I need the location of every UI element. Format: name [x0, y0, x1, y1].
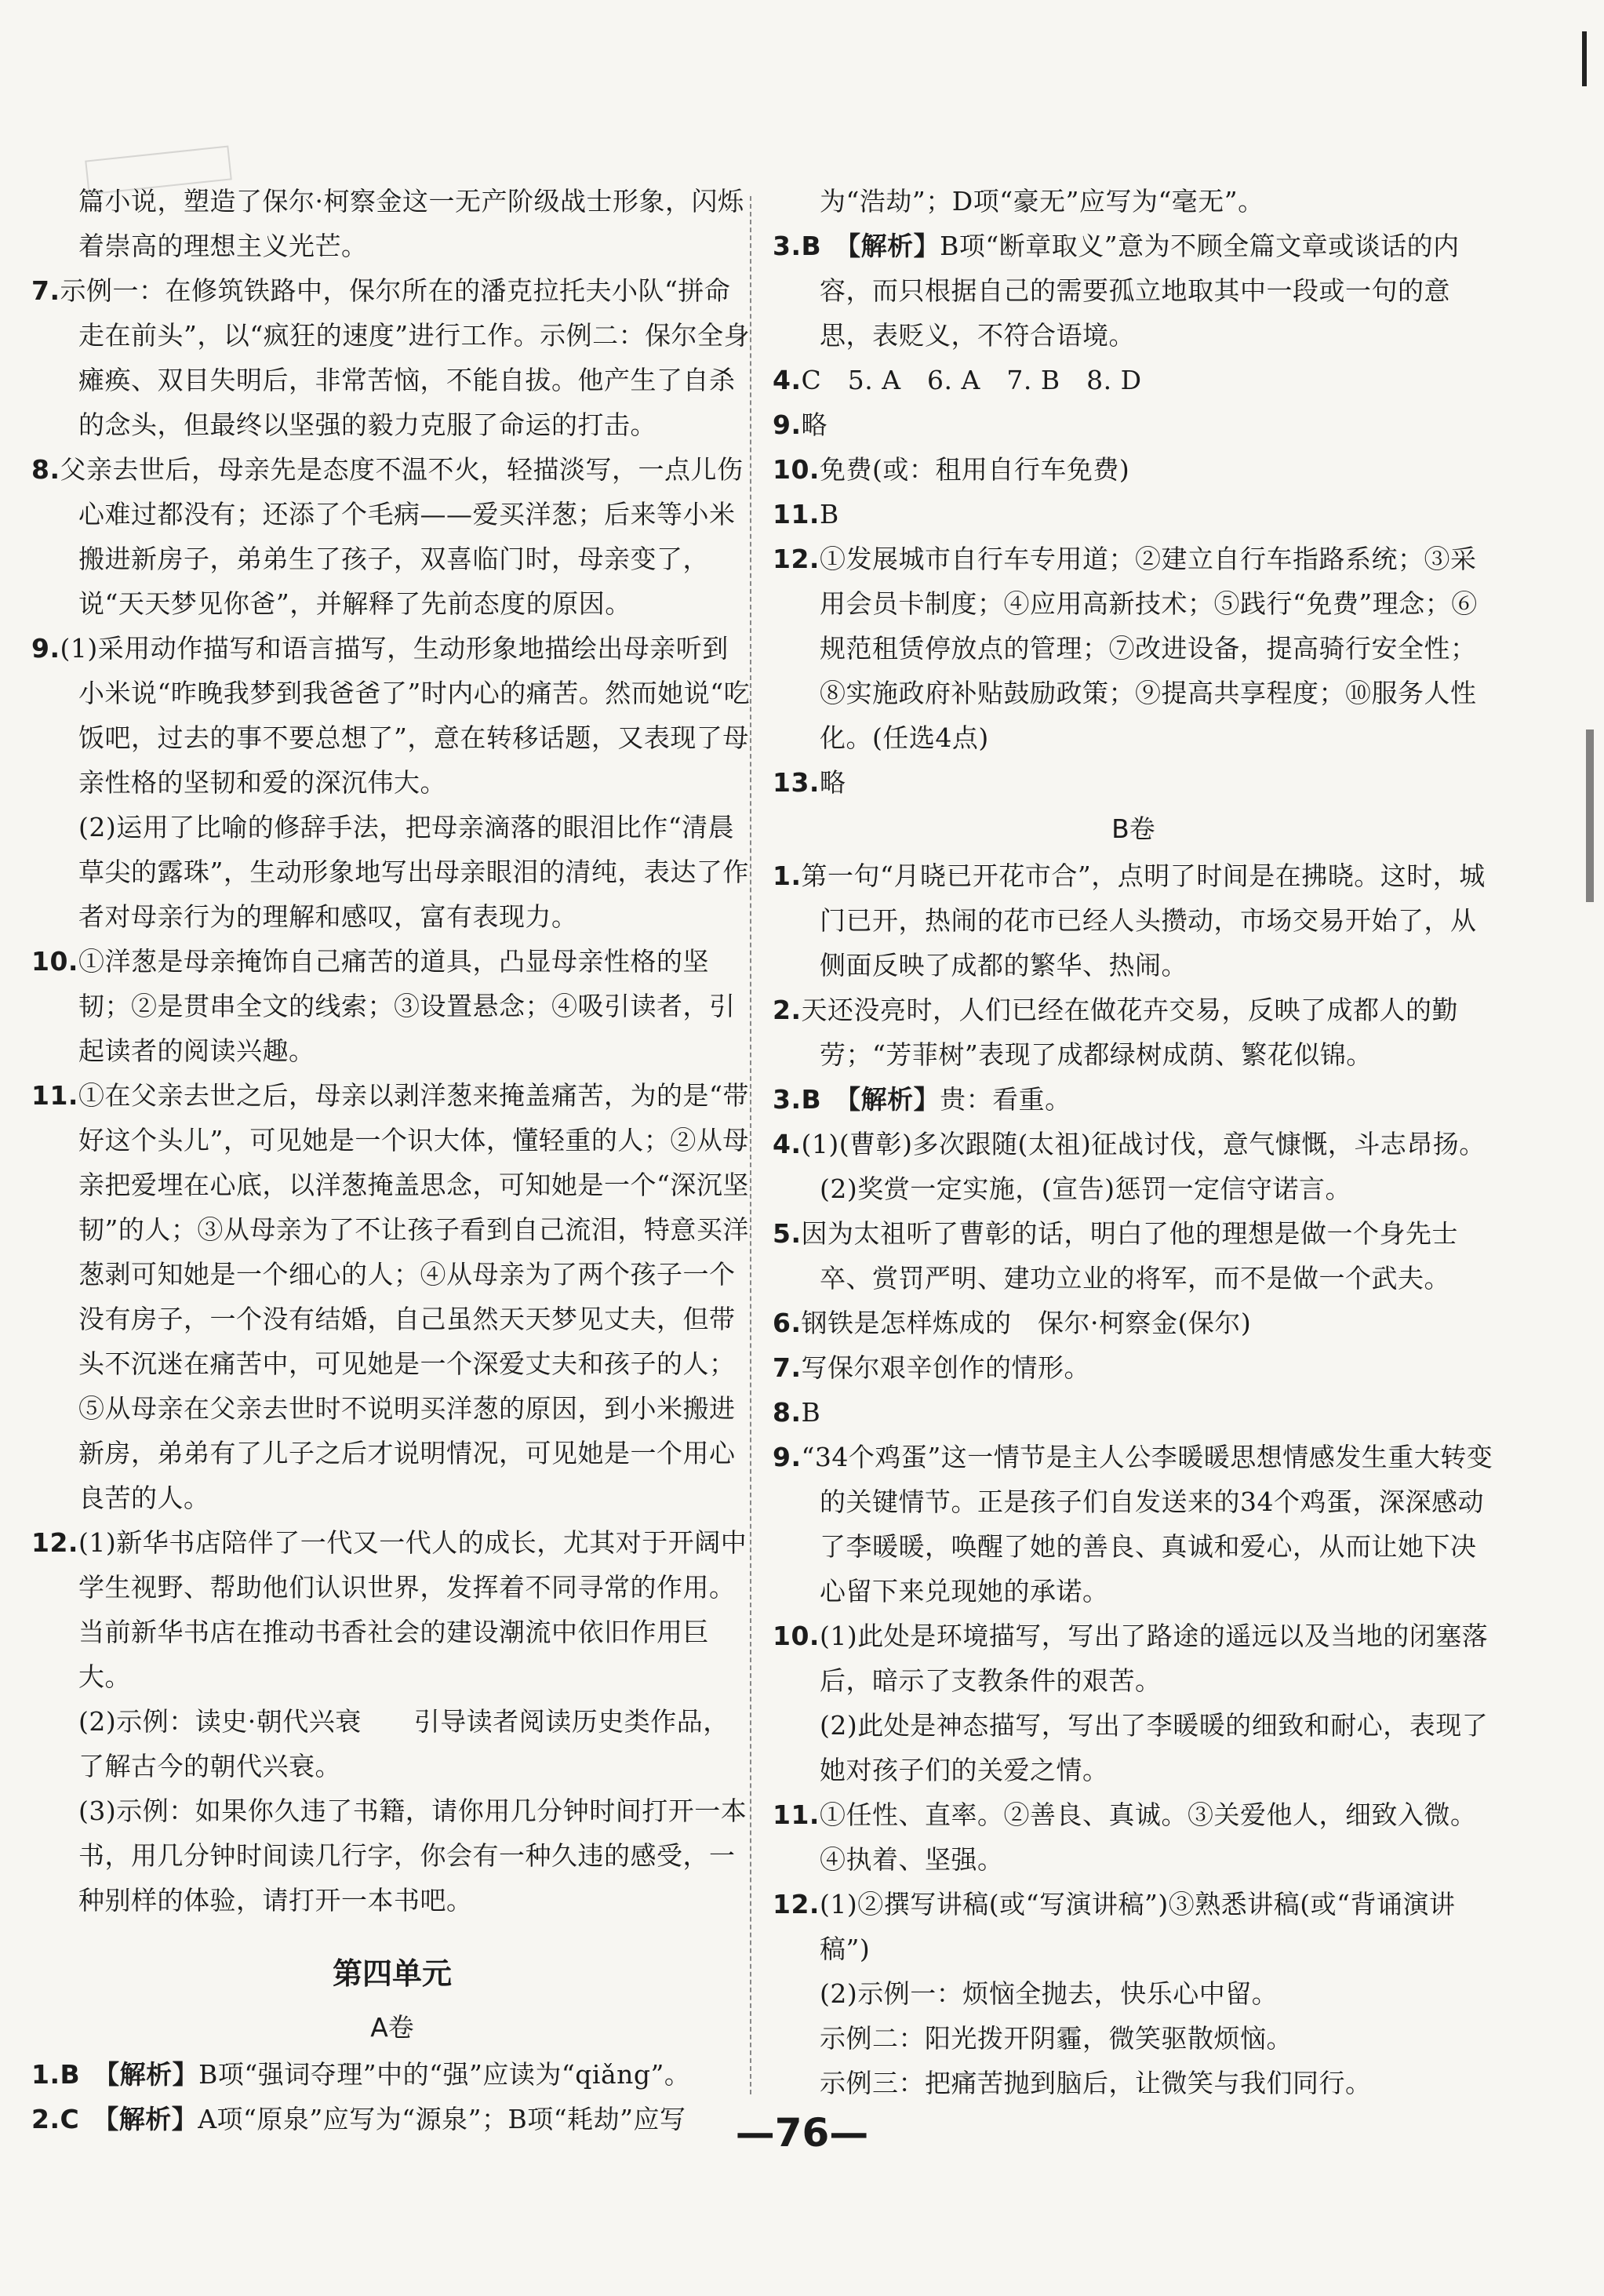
answer-text: C 5. A 6. A 7. B 8. D	[801, 365, 1142, 395]
answer-choice-analysis: C 【解析】	[60, 2104, 198, 2134]
answer-text: 为“浩劫”；D项“豪无”应写为“毫无”。	[820, 186, 1264, 217]
unit-title: 第四单元	[332, 1956, 452, 1991]
answer-text: (1)采用动作描写和语言描写，生动形象地描绘出母亲听到小米说“昨晚我梦到我爸爸了”时内心的痛苦。然而她说“吃饭吧，过去的事不要总想了”，意在转移话题，又表现了母亲性格的坚韧和爱的深沉伟大。	[60, 633, 751, 798]
answer-text: (2)此处是神态描写，写出了李暖暖的细致和耐心，表现了她对孩子们的关爱之情。	[820, 1710, 1489, 1785]
answer-text: B项“断章取义”意为不顾全篇文章或谈话的内容，而只根据自己的需要孤立地取其中一段或一句的意思，表贬义，不符合语境。	[820, 231, 1460, 351]
answer-entry	[773, 224, 1494, 358]
answer-entry	[31, 1073, 753, 1520]
answer-number: 3.	[773, 1084, 802, 1115]
answer-entry	[773, 447, 1494, 492]
answer-number: 12.	[773, 1889, 820, 1919]
answer-continuation	[773, 1971, 1494, 2016]
answer-continuation	[773, 179, 1494, 224]
answer-number: 12.	[773, 544, 820, 574]
answer-text: 略	[801, 409, 827, 440]
answer-text: B	[801, 1397, 821, 1428]
answer-choice-analysis: B 【解析】	[801, 1084, 940, 1115]
answer-entry	[773, 402, 1494, 447]
answer-entry	[31, 939, 753, 1073]
answer-entry	[773, 1122, 1494, 1166]
answer-text: 免费(或：租用自行车免费)	[819, 454, 1130, 485]
answer-number: 8.	[31, 454, 60, 485]
left-column	[31, 179, 753, 2141]
answer-continuation	[31, 179, 753, 268]
answer-entry	[31, 268, 753, 447]
answer-number: 1.	[773, 861, 802, 891]
answer-text: B项“强词夺理”中的“强”应读为“qiǎng”。	[198, 2059, 691, 2090]
answer-continuation	[31, 1699, 753, 1788]
answer-text: (2)示例一：烦恼全抛去，快乐心中留。	[820, 1978, 1278, 2009]
answer-continuation	[773, 1703, 1494, 1792]
answer-number: 11.	[31, 1080, 78, 1111]
section-title-a: A卷	[370, 2012, 414, 2043]
answer-text: 示例三：把痛苦抛到脑后，让微笑与我们同行。	[820, 2068, 1372, 2098]
answer-entry	[773, 1435, 1494, 1614]
answer-number: 5.	[773, 1218, 802, 1249]
scan-edge-mark	[1582, 31, 1587, 86]
answer-text: (1)此处是环境描写，写出了路途的遥远以及当地的闭塞落后，暗示了支教条件的艰苦。	[819, 1621, 1489, 1696]
answer-text: 天还没亮时，人们已经在做花卉交易，反映了成都人的勤劳；“芳菲树”表现了成都绿树成荫、繁花似锦。	[801, 995, 1458, 1070]
answer-text: 父亲去世后，母亲先是态度不温不火，轻描淡写，一点儿伤心难过都没有；还添了个毛病——爱买洋葱；后来等小米搬进新房子，弟弟生了孩子，双喜临门时，母亲变了，说“天天梦见你爸”，并解释了先前态度的原因。	[60, 454, 744, 619]
column-divider	[750, 196, 751, 2094]
answer-entry	[773, 988, 1494, 1077]
answer-number: 11.	[773, 1799, 820, 1830]
answer-number: 4.	[773, 1129, 802, 1159]
answer-number: 10.	[31, 946, 78, 977]
answer-number: 9.	[773, 409, 802, 440]
answer-text: 第一句“月晓已开花市合”，点明了时间是在拂晓。这时，城门已开，热闹的花市已经人头攒动，市场交易开始了，从侧面反映了成都的繁华、热闹。	[801, 861, 1486, 981]
scan-edge-shadow	[1586, 730, 1594, 902]
answer-text: (2)奖赏一定实施，(宣告)惩罚一定信守诺言。	[820, 1173, 1351, 1204]
page-number: —76—	[735, 2110, 869, 2156]
answer-text: 写保尔艰辛创作的情形。	[801, 1352, 1090, 1383]
answer-number: 10.	[773, 1621, 820, 1651]
answer-number: 8.	[773, 1397, 802, 1428]
answer-entry	[773, 853, 1494, 988]
answer-entry	[773, 1301, 1494, 1345]
answer-number: 7.	[773, 1352, 802, 1383]
answer-text: (1)新华书店陪伴了一代又一代人的成长，尤其对于开阔中学生视野、帮助他们认识世界，发挥着不同寻常的作用。当前新华书店在推动书香社会的建设潮流中依旧作用巨大。	[78, 1527, 747, 1692]
answer-number: 10.	[773, 454, 820, 485]
answer-number: 7.	[31, 275, 60, 306]
answer-continuation	[773, 2016, 1494, 2061]
answer-number: 12.	[31, 1527, 78, 1558]
answer-continuation	[773, 2061, 1494, 2105]
answer-number: 11.	[773, 499, 820, 529]
answer-continuation	[31, 1788, 753, 1923]
answer-entry	[773, 1882, 1494, 1971]
answer-number: 4.	[773, 365, 802, 395]
answer-continuation	[773, 1166, 1494, 1211]
answer-text: ①发展城市自行车专用道；②建立自行车指路系统；③采用会员卡制度；④应用高新技术；⑤践行“免费”理念；⑥规范租赁停放点的管理；⑦改进设备，提高骑行安全性；⑧实施政府补贴鼓励政策；⑨提高共享程度；⑩服务人性化。(任选4点)	[819, 544, 1478, 753]
answer-text: ①在父亲去世之后，母亲以剥洋葱来掩盖痛苦，为的是“带好这个头儿”，可见她是一个识大体，懂轻重的人；②从母亲把爱埋在心底，以洋葱掩盖思念，可知她是一个“深沉坚韧”的人；③从母亲为了不让孩子看到自己流泪，特意买洋葱剥可知她是一个细心的人；④从母亲为了两个孩子一个没有房子，一个没有结婚，自己虽然天天梦见丈夫，但带头不沉迷在痛苦中，可见她是一个深爱丈夫和孩子的人；⑤从母亲在父亲去世时不说明买洋葱的原因，到小米搬进新房，弟弟有了儿子之后才说明情况，可见她是一个用心良苦的人。	[78, 1080, 749, 1513]
answer-entry	[31, 2052, 753, 2097]
answer-entry	[31, 447, 753, 626]
answer-number: 3.	[773, 231, 802, 261]
answer-entry	[773, 1211, 1494, 1301]
answer-continuation	[31, 805, 753, 939]
right-column	[773, 179, 1494, 2105]
answer-number: 2.	[773, 995, 802, 1025]
answer-text: 因为太祖听了曹彰的话，明白了他的理想是做一个身先士卒、赏罚严明、建功立业的将军，而不是做一个武夫。	[801, 1218, 1458, 1294]
answer-text: ①任性、直率。②善良、真诚。③关爱他人，细致入微。④执着、坚强。	[819, 1799, 1477, 1875]
answer-text: 篇小说，塑造了保尔·柯察金这一无产阶级战士形象，闪烁着崇高的理想主义光芒。	[78, 186, 744, 261]
answer-entry	[773, 1077, 1494, 1122]
answer-entry	[31, 626, 753, 805]
answer-entry	[773, 1390, 1494, 1435]
answer-entry	[773, 492, 1494, 537]
section-title-b: B卷	[1111, 813, 1155, 844]
answer-number: 1.	[31, 2059, 60, 2090]
answer-text: (1)(曹彰)多次跟随(太祖)征战讨伐，意气慷慨，斗志昂扬。	[801, 1129, 1486, 1159]
answer-text: B	[819, 499, 839, 529]
answer-number: 6.	[773, 1308, 802, 1338]
answer-entry	[773, 537, 1494, 760]
answer-choice-analysis: B 【解析】	[801, 231, 940, 261]
answer-number: 13.	[773, 767, 820, 798]
answer-text: (2)运用了比喻的修辞手法，把母亲滴落的眼泪比作“清晨草尖的露珠”，生动形象地写出母亲眼泪的清纯，表达了作者对母亲行为的理解和感叹，富有表现力。	[78, 812, 749, 932]
answer-text: (3)示例：如果你久违了书籍，请你用几分钟时间打开一本书，用几分钟时间读几行字，你会有一种久违的感受，一种别样的体验，请打开一本书吧。	[78, 1796, 747, 1916]
answer-text: (1)②撰写讲稿(或“写演讲稿”)③熟悉讲稿(或“背诵演讲稿”)	[819, 1889, 1456, 1964]
answer-number: 9.	[773, 1442, 802, 1472]
answer-number: 9.	[31, 633, 60, 664]
answer-entry	[773, 1345, 1494, 1390]
answer-number: 2.	[31, 2104, 60, 2134]
answer-entry	[31, 1520, 753, 1699]
answer-entry	[773, 760, 1494, 805]
answer-text: 贵：看重。	[940, 1084, 1071, 1115]
answer-text: 示例一：在修筑铁路中，保尔所在的潘克拉托夫小队“拼命走在前头”，以“疯狂的速度”进行工作。示例二：保尔全身瘫痪、双目失明后，非常苦恼，不能自拔。他产生了自杀的念头，但最终以坚强的毅力克服了命运的打击。	[60, 275, 751, 440]
answer-entry	[773, 358, 1494, 402]
answer-entry	[773, 1792, 1494, 1882]
answer-text: “34个鸡蛋”这一情节是主人公李暖暖思想情感发生重大转变的关键情节。正是孩子们自发送来的34个鸡蛋，深深感动了李暖暖，唤醒了她的善良、真诚和爱心，从而让她下决心留下来兑现她的承诺。	[801, 1442, 1493, 1606]
answer-choice-analysis: B 【解析】	[60, 2059, 199, 2090]
answer-entry	[773, 1614, 1494, 1703]
answer-text: ①洋葱是母亲掩饰自己痛苦的道具，凸显母亲性格的坚韧；②是贯串全文的线索；③设置悬念；④吸引读者，引起读者的阅读兴趣。	[78, 946, 736, 1066]
answer-text: 示例二：阳光拨开阴霾，微笑驱散烦恼。	[820, 2023, 1293, 2054]
answer-text: 钢铁是怎样炼成的 保尔·柯察金(保尔)	[801, 1308, 1252, 1338]
answer-text: (2)示例：读史·朝代兴衰 引导读者阅读历史类作品，了解古今的朝代兴衰。	[78, 1706, 729, 1781]
answer-text: A项“原泉”应写为“源泉”；B项“耗劫”应写	[198, 2104, 686, 2134]
answer-text: 略	[819, 767, 846, 798]
